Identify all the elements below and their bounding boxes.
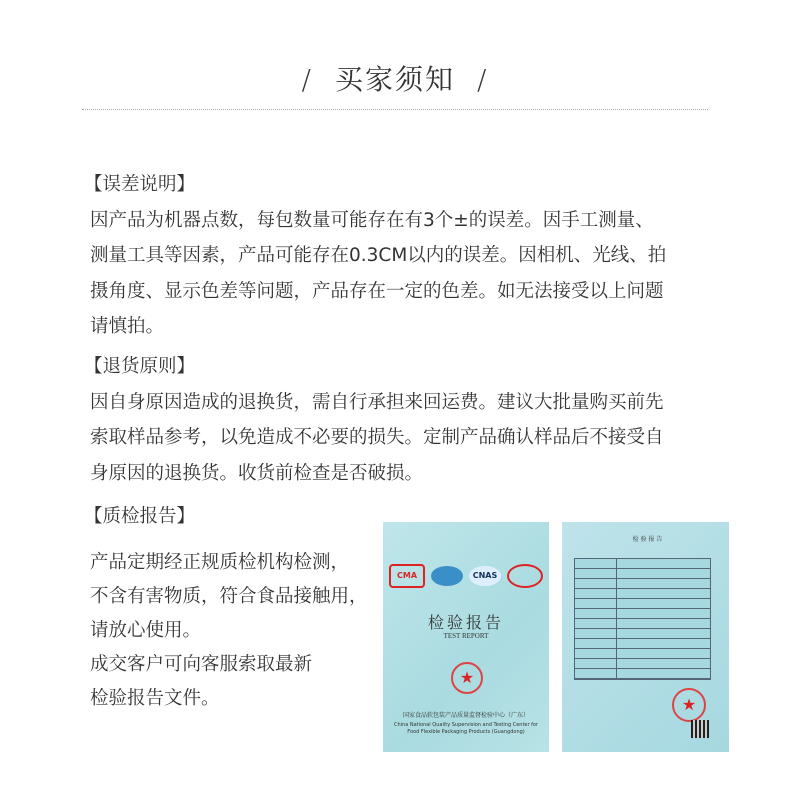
section-quality-report <box>84 500 368 716</box>
cal-logo <box>507 564 543 588</box>
text-line: 测量工具等因素，产品可能存在0.3CM以内的误差。因相机、光线、拍 <box>90 245 667 266</box>
text-line: 请慎拍。 <box>90 316 165 337</box>
text-line: 产品定期经正规质检机构检测， <box>90 552 350 573</box>
red-seal-icon: ★ <box>672 688 706 722</box>
text-line: 成交客户可向客服索取最新 <box>90 654 313 675</box>
title-slash-left: / <box>301 63 313 96</box>
text-line: 检验报告文件。 <box>90 688 220 709</box>
cnas-logo: CNAS <box>469 566 501 586</box>
report-issuer <box>383 712 549 738</box>
page-title <box>0 58 790 98</box>
report-page-title: 检 验 报 告 <box>632 536 663 543</box>
report-table <box>574 558 711 680</box>
section-heading: 【退货原则】 <box>84 356 196 377</box>
issuer-en: China National Quality Supervision and Testing Center for Food Flexible Packaging Products (Guangdong) <box>393 722 539 735</box>
report-subtitle: TEST REPORT <box>443 632 489 640</box>
certification-logo <box>431 566 463 586</box>
test-report-cover-image <box>383 522 549 752</box>
title-text: 买家须知 <box>334 63 455 96</box>
section-return-policy <box>84 349 664 491</box>
title-slash-right: / <box>477 63 489 96</box>
text-line: 因产品为机器点数，每包数量可能存在有3个±的误差。因手工测量、 <box>90 209 654 231</box>
text-line: 身原因的退换货。收货前检查是否破损。 <box>90 462 424 484</box>
text-line: 请放心使用。 <box>90 620 202 641</box>
red-seal-icon: ★ <box>451 662 483 694</box>
cma-logo: CMA <box>389 564 425 588</box>
section-heading: 【误差说明】 <box>84 174 196 195</box>
dotted-divider <box>82 109 708 110</box>
text-line: 因自身原因造成的退换货，需自行承担来回运费。建议大批量购买前先 <box>90 391 664 413</box>
text-line: 索取样品参考，以免造成不必要的损失。定制产品确认样品后不接受自 <box>90 427 664 448</box>
test-report-page-image <box>562 522 729 752</box>
qr-code-icon <box>691 720 709 738</box>
section-heading: 【质检报告】 <box>84 506 196 527</box>
report-title: 检验报告 <box>427 613 504 632</box>
text-line: 摄角度、显示色差等问题，产品存在一定的色差。如无法接受以上问题 <box>90 280 664 302</box>
section-error-notes <box>84 167 667 345</box>
issuer-cn: 国家食品软包装产品质量监督检验中心（广东） <box>402 712 529 719</box>
text-line: 不含有害物质，符合食品接触用， <box>90 586 368 607</box>
